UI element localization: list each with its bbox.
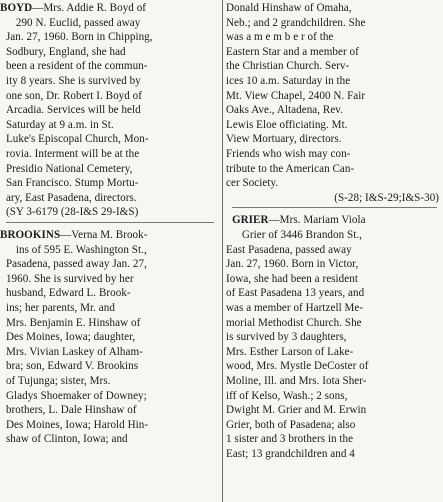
obituary-text-line [226, 30, 441, 44]
obituary-text-line [0, 103, 218, 117]
obituary-text-line [226, 132, 441, 146]
obituary-text: Mrs. Esther Larson of Lake- [226, 345, 354, 358]
obituary-text: Sodbury, England, she had [5, 45, 126, 58]
obituary-text-line [0, 45, 218, 59]
obituary-text-line [226, 272, 441, 286]
obituary-text: Eastern Star and a member of [226, 45, 359, 58]
obituary-text-line [0, 389, 218, 403]
obituary-text-line [226, 389, 441, 403]
column-divider-rule [222, 0, 223, 502]
obituary-text-line [0, 432, 218, 446]
obituary-text: tribute to the American Can- [226, 162, 355, 175]
obituary-text: brothers, L. Dale Hinshaw of [5, 404, 137, 417]
obituary-text-line [226, 286, 441, 300]
obituary-text: 1 sister and 3 brothers in the [226, 433, 354, 446]
obituary-text: Des Moines, Iowa; Harold Hin- [5, 418, 149, 431]
obituary-text-line [226, 74, 441, 88]
obituary-text: wood, Mrs. Mystle DeCoster of [226, 360, 369, 373]
obituary-text-line [226, 118, 441, 132]
obituary-text-line [226, 301, 441, 315]
obituary-heading-line [0, 1, 218, 15]
obituary-text: View Mortuary, directors. [226, 133, 342, 146]
obituary-text-line [226, 59, 441, 73]
obituary-text-line [226, 45, 441, 59]
obituary-text-line [0, 191, 218, 205]
obituary-text-line [0, 59, 218, 73]
obituary-separator-rule [232, 207, 437, 208]
obituary-text-line [0, 132, 218, 146]
obituary-text: Lewis Eloe officiating. Mt. [226, 118, 348, 131]
obituary-separator-rule [6, 222, 214, 223]
obituary-text-line [0, 257, 218, 271]
obituary-text-line [0, 205, 218, 219]
obituary-text-line [0, 330, 218, 344]
obituary-text-line [226, 447, 441, 461]
obituary-text-line [0, 418, 218, 432]
obituary-text-line [0, 30, 218, 44]
obituary-text-line [0, 89, 218, 103]
obituary-column-left [0, 0, 220, 502]
obituary-text-line [226, 403, 441, 417]
obituary-text: East; 13 grandchildren and 4 [226, 448, 355, 460]
obituary-text: morial Methodist Church. She [226, 316, 362, 329]
obituary-text: Dwight M. Grier and M. Erwin [226, 404, 367, 417]
obituary-text-line [226, 374, 441, 388]
obituary-text: Moline, Ill. and Mrs. Iota Sher- [226, 375, 367, 387]
obituary-text: 1960. She is survived by her [5, 272, 134, 285]
obituary-text: was a member of Hartzell Me- [226, 302, 364, 314]
obituary-text-line [226, 228, 441, 242]
obituary-text-line [0, 316, 218, 330]
obituary-text-line [226, 359, 441, 373]
obituary-text-line [226, 257, 441, 271]
obituary-text-line [0, 16, 218, 30]
obituary-text-line [0, 118, 218, 132]
obituary-text: —Mrs. Mariam Viola [268, 214, 366, 227]
obituary-text: East Pasadena, passed away [226, 243, 352, 256]
obituary-text-line [0, 374, 218, 388]
obituary-text: Mrs. Benjamin E. Hinshaw of [5, 316, 141, 329]
obituary-text-line [0, 272, 218, 286]
obituary-text: San Francisco. Stump Mortu- [5, 177, 139, 190]
obituary-text-line [0, 286, 218, 300]
obituary-text: ins of 595 E. Washington St., [15, 243, 147, 256]
obituary-text-line [0, 359, 218, 373]
obituary-text-line [226, 243, 441, 257]
obituary-text: ary, East Pasadena, directors. [5, 191, 137, 204]
obituary-text-line [0, 345, 218, 359]
obituary-text: iff of Kelso, Wash.; 2 sons, [226, 389, 348, 402]
obituary-text-line [226, 1, 441, 15]
obituary-text-line [226, 345, 441, 359]
obituary-text: Grier of 3446 Brandon St., [241, 229, 363, 241]
obituary-surname: BROOKINS [0, 229, 61, 241]
obituary-text: Jan. 27, 1960. Born in Victor, [226, 258, 359, 271]
obituary-text-line [226, 103, 441, 117]
obituary-text: of East Pasadena 13 years, and [226, 287, 365, 300]
obituary-text-line [0, 403, 218, 417]
obituary-text: Pasadena, passed away Jan. 27, [5, 258, 147, 271]
obituary-text: the Christian Church. Serv- [226, 60, 350, 73]
obituary-text: Luke's Episcopal Church, Mon- [5, 133, 149, 146]
obituary-text: Friends who wish may con- [226, 148, 351, 160]
obituary-text-line [0, 147, 218, 161]
obituary-text: Grier, both of Pasadena; also [226, 418, 356, 431]
obituary-surname: GRIER [231, 214, 269, 227]
obituary-text: Donald Hinshaw of Omaha, [226, 2, 352, 14]
obituary-text: Mrs. Vivian Laskey of Alham- [5, 345, 143, 358]
obituary-text: ity 8 years. She is survived by [5, 75, 141, 87]
obituary-text: been a resident of the commun- [5, 60, 148, 73]
obituary-text-line [0, 243, 218, 257]
obituary-text: husband, Edward L. Brook- [5, 287, 131, 300]
obituary-text: 290 N. Euclid, passed away [15, 16, 141, 29]
obituary-text-line [226, 176, 441, 190]
obituary-text: one son, Dr. Robert I. Boyd of [5, 89, 143, 102]
obituary-text: Des Moines, Iowa; daughter, [5, 331, 136, 344]
obituary-text-line [226, 89, 441, 103]
obituary-surname: BOYD [0, 2, 33, 14]
obituary-text: shaw of Clinton, Iowa; and [5, 433, 128, 446]
obituary-text: Gladys Shoemaker of Downey; [5, 389, 147, 402]
obituary-heading-line [0, 228, 218, 242]
obituary-text: (SY 3-6179 (28-I&S 29-I&S) [5, 206, 139, 219]
obituary-text: ices 10 a.m. Saturday in the [226, 75, 351, 87]
obituary-text-line [226, 162, 441, 176]
obituary-text: is survived by 3 daughters, [226, 331, 347, 344]
obituary-text-line [0, 301, 218, 315]
obituary-text: Arcadia. Services will be held [5, 104, 141, 117]
obituary-text: ins; her parents, Mr. and [5, 302, 115, 314]
obituary-text: Neb.; and 2 grandchildren. She [226, 16, 366, 29]
obituary-text-line [226, 16, 441, 30]
obituary-text-line [0, 74, 218, 88]
obituary-text-line [226, 330, 441, 344]
obituary-text-line [226, 418, 441, 432]
obituary-text: Saturday at 9 a.m. in St. [5, 118, 114, 131]
obituary-text: cer Society. [226, 177, 279, 190]
obituary-text-line [226, 316, 441, 330]
obituary-text: Jan. 27, 1960. Born in Chipping, [5, 31, 153, 44]
obituary-text-line [0, 176, 218, 190]
obituary-text: Mt. View Chapel, 2400 N. Fair [226, 89, 366, 102]
obituary-text: Oaks Ave., Altadena, Rev. [226, 104, 344, 117]
obituary-text: (S-28; I&S-29;I&S-30) [334, 191, 440, 204]
obituary-heading-line [226, 213, 441, 227]
obituary-text: of Tujunga; sister, Mrs. [5, 375, 111, 387]
obituary-text-line [0, 162, 218, 176]
obituary-text: rovia. Interment will be at the [5, 148, 140, 160]
obituary-text: —Verna M. Brook- [60, 229, 148, 241]
obituary-text: Presidio National Cemetery, [5, 162, 133, 175]
obituary-text-line [226, 147, 441, 161]
obituary-text: bra; son, Edward V. Brookins [5, 360, 139, 373]
obituary-text-line [226, 432, 441, 446]
obituary-text: Iowa, she had been a resident [226, 272, 358, 285]
obituary-text: was a m e m b e r of the [226, 31, 334, 44]
obituary-column-right [226, 0, 443, 502]
obituary-text-line [228, 191, 443, 205]
obituary-text: —Mrs. Addie R. Boyd of [32, 2, 147, 14]
